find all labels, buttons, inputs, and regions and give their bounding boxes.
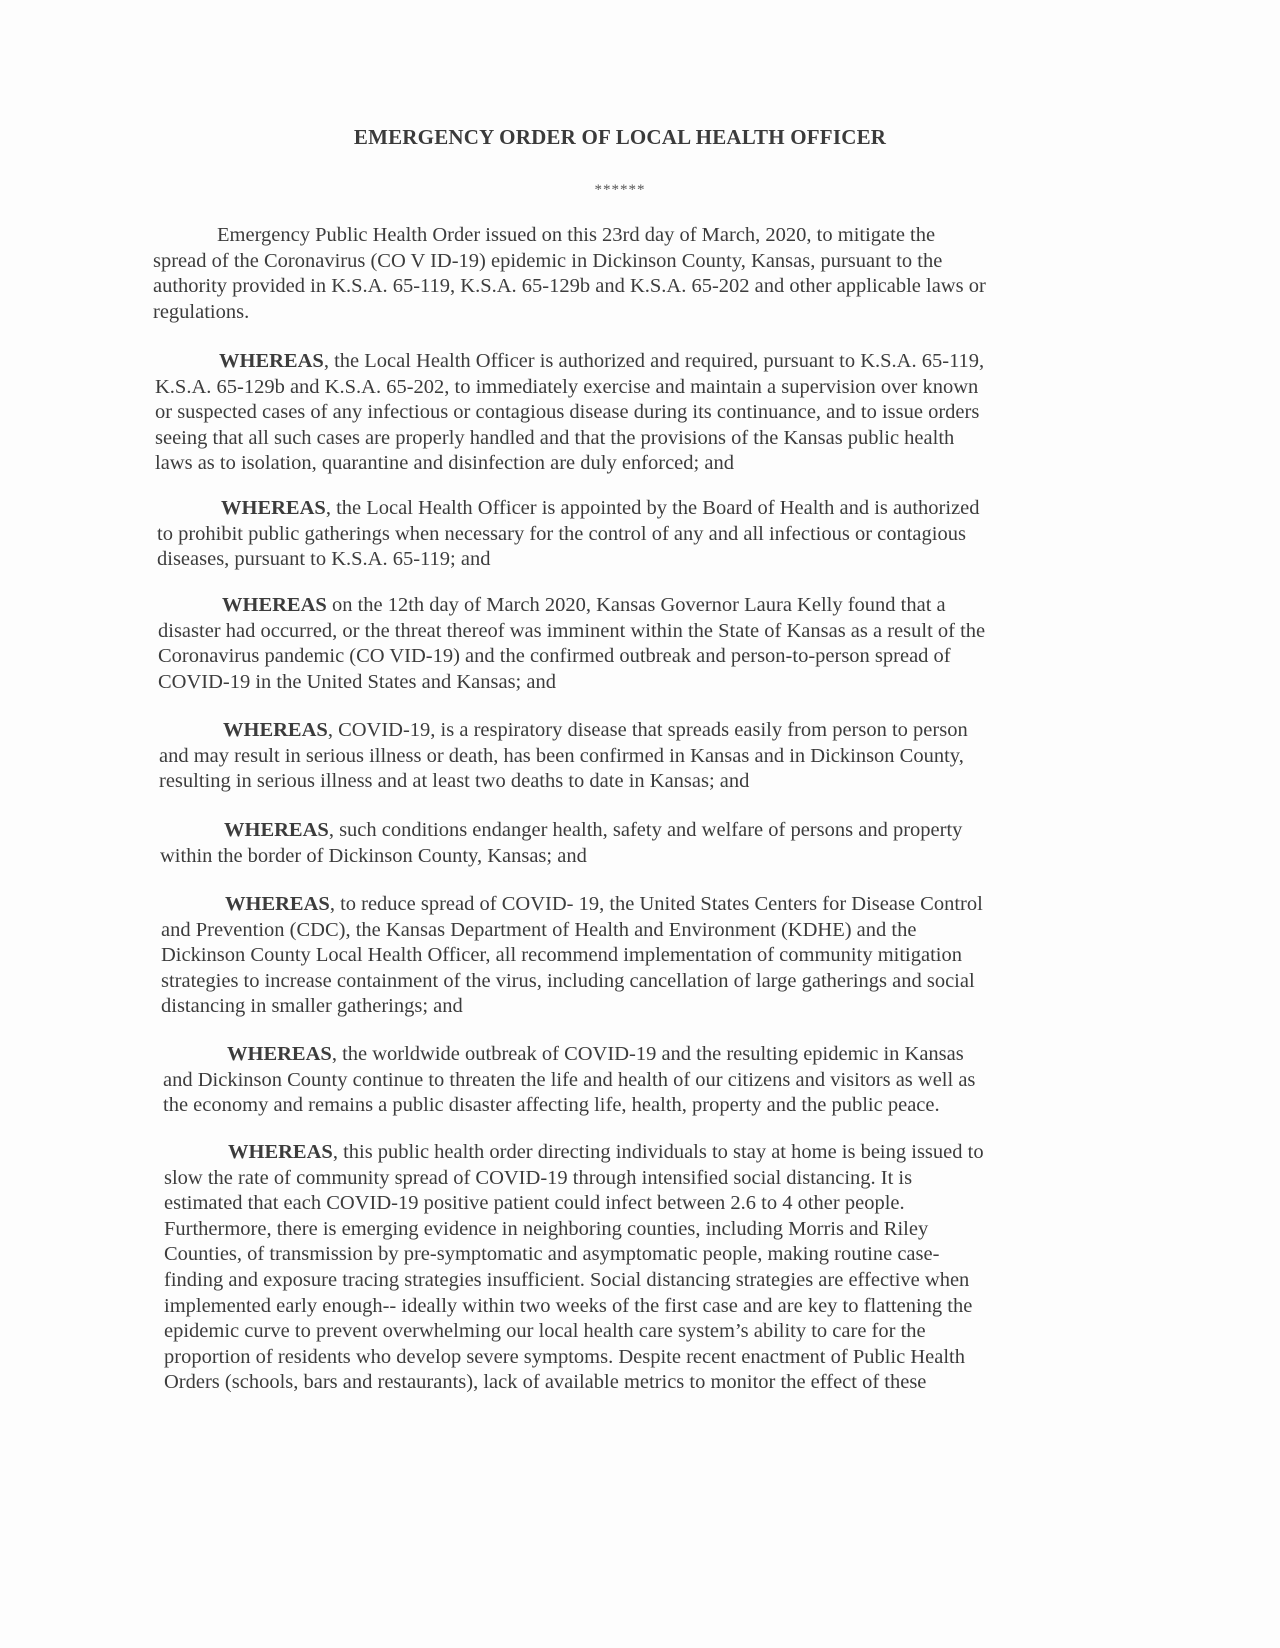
whereas-line: Coronavirus pandemic (CO VID-19) and the confirmed outbreak and person-to-person spread of <box>158 645 951 668</box>
whereas-line: proportion of residents who develop severe symptoms. Despite recent enactment of Public Health <box>164 1345 965 1368</box>
intro-line: Emergency Public Health Order issued on this 23rd day of March, 2020, to mitigate the <box>217 224 936 246</box>
whereas-first-line <box>155 349 1055 375</box>
whereas-line: Dickinson County Local Health Officer, all recommend implementation of community mitigation <box>161 944 962 967</box>
whereas-first-text: , the Local Health Officer is appointed by the Board of Health and is authorized <box>325 497 980 519</box>
whereas-line: distancing in smaller gatherings; and <box>161 995 463 1018</box>
whereas-line: COVID-19 in the United States and Kansas; and <box>158 670 556 693</box>
whereas-first-line <box>158 593 1058 619</box>
whereas-line: the economy and remains a public disaster affecting life, health, property and the public peace. <box>163 1094 940 1117</box>
intro-line: authority provided in K.S.A. 65-119, K.S.A. 65-129b and K.S.A. 65-202 and other applicable laws or <box>153 275 986 298</box>
whereas-first-line <box>159 718 1059 744</box>
whereas-first-text: , the worldwide outbreak of COVID-19 and the resulting epidemic in Kansas <box>331 1043 964 1065</box>
whereas-line: and Dickinson County continue to threaten the life and health of our citizens and visitors as well as <box>163 1068 976 1091</box>
whereas-first-text: , to reduce spread of COVID- 19, the United States Centers for Disease Control <box>329 893 983 915</box>
whereas-first-line <box>161 892 1061 918</box>
whereas-first-text: , the Local Health Officer is authorized and required, pursuant to K.S.A. 65-119, <box>323 350 985 372</box>
whereas-line: within the border of Dickinson County, Kansas; and <box>160 844 587 867</box>
whereas-line: resulting in serious illness and at least two deaths to date in Kansas; and <box>159 770 750 793</box>
whereas-line: Furthermore, there is emerging evidence in neighboring counties, including Morris and Riley <box>164 1217 929 1240</box>
whereas-first-text: on the 12th day of March 2020, Kansas Governor Laura Kelly found that a <box>326 594 946 616</box>
whereas-lead: WHEREAS <box>225 893 330 915</box>
document-title: EMERGENCY ORDER OF LOCAL HEALTH OFFICER <box>353 125 887 149</box>
whereas-line: or suspected cases of any infectious or contagious disease during its continuance, and to issue orders <box>155 401 980 424</box>
whereas-first-line <box>160 818 1060 844</box>
whereas-line: seeing that all such cases are properly handled and that the provisions of the Kansas public health <box>155 426 955 449</box>
whereas-line: epidemic curve to prevent overwhelming our local health care system’s ability to care for the <box>164 1320 926 1343</box>
whereas-line: to prohibit public gatherings when necessary for the control of any and all infectious or contagious <box>157 522 966 545</box>
whereas-clause <box>164 1140 1064 1396</box>
whereas-lead: WHEREAS <box>222 594 327 616</box>
whereas-first-text: , this public health order directing individuals to stay at home is being issued to <box>332 1141 984 1163</box>
whereas-line: disaster had occurred, or the threat thereof was imminent within the State of Kansas as a result of the <box>158 619 986 642</box>
whereas-line: finding and exposure tracing strategies insufficient. Social distancing strategies are effective when <box>164 1268 970 1291</box>
whereas-line: laws as to isolation, quarantine and disinfection are duly enforced; and <box>155 452 734 475</box>
separator-asterisks: ****** <box>594 182 646 198</box>
whereas-first-line <box>157 496 1057 522</box>
whereas-first-line <box>164 1140 1064 1166</box>
intro-line: spread of the Coronavirus (CO V ID-19) epidemic in Dickinson County, Kansas, pursuant to the <box>153 249 943 272</box>
whereas-lead: WHEREAS <box>224 819 329 841</box>
whereas-line: K.S.A. 65-129b and K.S.A. 65-202, to immediately exercise and maintain a supervision over known <box>155 375 979 398</box>
whereas-lead: WHEREAS <box>228 1141 333 1163</box>
whereas-clause <box>160 818 1060 869</box>
whereas-line: slow the rate of community spread of COVID-19 through intensified social distancing. It is <box>164 1166 913 1189</box>
whereas-line: estimated that each COVID-19 positive patient could infect between 2.6 to 4 other people. <box>164 1192 905 1215</box>
whereas-line: and Prevention (CDC), the Kansas Department of Health and Environment (KDHE) and the <box>161 918 917 941</box>
whereas-line: implemented early enough-- ideally within two weeks of the first case and are key to flattening the <box>164 1294 973 1317</box>
whereas-first-line <box>163 1042 1063 1068</box>
whereas-clause <box>155 349 1055 477</box>
whereas-line: strategies to increase containment of the virus, including cancellation of large gatherings and social <box>161 969 975 992</box>
whereas-lead: WHEREAS <box>223 719 328 741</box>
whereas-clause <box>159 718 1059 795</box>
whereas-first-text: , such conditions endanger health, safety and welfare of persons and property <box>328 819 963 841</box>
whereas-lead: WHEREAS <box>221 497 326 519</box>
whereas-first-text: , COVID-19, is a respiratory disease that spreads easily from person to person <box>327 719 968 741</box>
intro-paragraph <box>153 223 1053 325</box>
whereas-lead: WHEREAS <box>227 1043 332 1065</box>
whereas-clause <box>161 892 1061 1020</box>
whereas-line: and may result in serious illness or death, has been confirmed in Kansas and in Dickinson County, <box>159 744 964 767</box>
whereas-lead: WHEREAS <box>219 350 324 372</box>
whereas-line: Orders (schools, bars and restaurants), lack of available metrics to monitor the effect of these <box>164 1371 927 1394</box>
whereas-line: diseases, pursuant to K.S.A. 65-119; and <box>157 548 491 571</box>
whereas-clause <box>163 1042 1063 1119</box>
whereas-line: Counties, of transmission by pre-symptomatic and asymptomatic people, making routine case- <box>164 1243 940 1266</box>
whereas-clause <box>158 593 1058 695</box>
intro-line: regulations. <box>153 300 250 323</box>
whereas-clause <box>157 496 1057 573</box>
